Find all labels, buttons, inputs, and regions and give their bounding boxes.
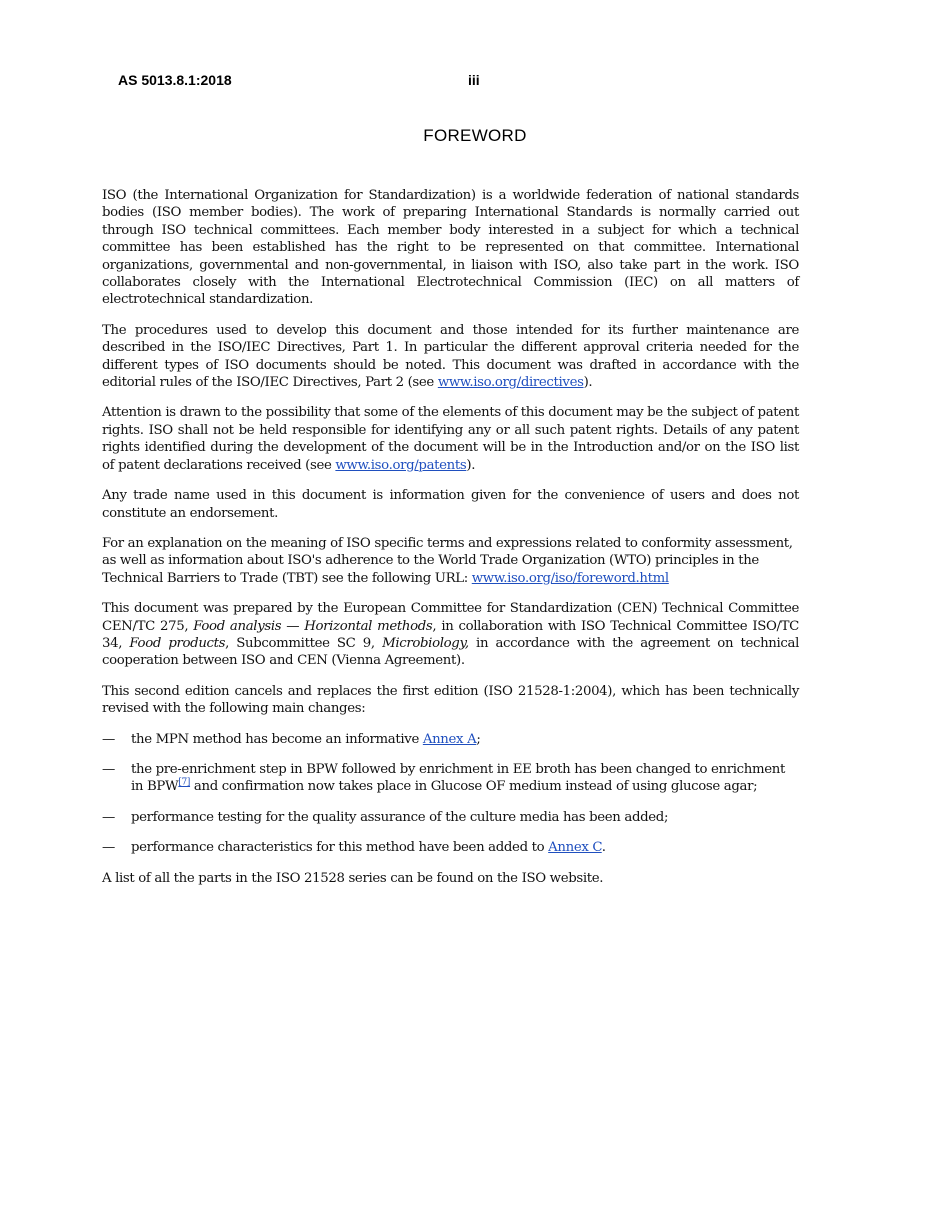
list-item-text: performance testing for the quality assurance of the culture media has been added; bbox=[131, 809, 669, 825]
directives-link[interactable]: www.iso.org/directives bbox=[437, 375, 584, 391]
list-item-end: and confirmation now takes place in Glucose OF medium instead of using glucose agar; bbox=[190, 779, 758, 795]
dash-bullet: — bbox=[102, 761, 115, 777]
list-item bbox=[102, 809, 799, 826]
list-item-end: ; bbox=[476, 731, 481, 747]
paragraph-5 bbox=[102, 535, 799, 587]
paragraph-3 bbox=[102, 404, 799, 474]
list-item-end: . bbox=[601, 840, 606, 856]
list-item bbox=[102, 731, 799, 748]
paragraph-5-text: For an explanation on the meaning of ISO specific terms and expressions related to conformity assessment, as well as information about ISO's adherence to the World Trade Organization (WTO) principles in the Technical Barriers to Trade (TBT) see the following URL: bbox=[102, 535, 793, 586]
annex-c-link[interactable]: Annex C bbox=[548, 840, 602, 856]
list-item-text: performance characteristics for this method have been added to bbox=[131, 840, 549, 856]
p6-italic-food-analysis: Food analysis — Horizontal methods bbox=[193, 618, 433, 634]
reference-7-link[interactable]: [7] bbox=[178, 777, 191, 788]
p6-part-c: , in collaboration with ISO Technical Committee ISO/TC 34, bbox=[102, 618, 799, 651]
dash-bullet: — bbox=[102, 731, 115, 747]
p6-part-a: This document was prepared by the European Committee for Standardization (CEN) Technical Committee CEN/TC 275, bbox=[102, 601, 799, 634]
paragraph-4: Any trade name used in this document is information given for the convenience of users and does not constitute an endorsement. bbox=[102, 488, 799, 521]
p6-part-e: , Subcommittee SC 9, bbox=[225, 635, 383, 651]
paragraph-2-end: ). bbox=[583, 375, 593, 391]
paragraph-3-text: Attention is drawn to the possibility that some of the elements of this document may be the subject of patent rights. ISO shall not be held responsible for identifying any or all such patent rights. Details of any patent rights identified during the development of the document will be in the Introduction and/or on the ISO list of patent declarations received (see bbox=[102, 405, 799, 473]
annex-a-link[interactable]: Annex A bbox=[422, 731, 477, 747]
standard-code: AS 5013.8.1:2018 bbox=[118, 72, 232, 88]
paragraph-7: This second edition cancels and replaces the first edition (ISO 21528-1:2004), which has been technically revised with the following main changes: bbox=[102, 683, 799, 717]
list-item bbox=[102, 761, 799, 796]
list-item-text: the MPN method has become an informative bbox=[131, 731, 423, 747]
page-title: FOREWORD bbox=[423, 126, 527, 145]
list-item-text: the pre-enrichment step in BPW followed by enrichment in EE broth has been changed to enrichment in BPW bbox=[131, 761, 785, 795]
paragraph-2-text: The procedures used to develop this document and those intended for its further maintenance are described in the ISO/IEC Directives, Part 1. In particular the different approval criteria needed for the different types of ISO documents should be noted. This document was drafted in accordance with the editorial rules of the ISO/IEC Directives, Part 2 (see bbox=[102, 322, 799, 391]
foreword-url-link[interactable]: www.iso.org/iso/foreword.html bbox=[471, 570, 669, 586]
paragraph-3-end: ). bbox=[466, 457, 476, 473]
list-item bbox=[102, 839, 799, 856]
p6-italic-food-products: Food products bbox=[129, 635, 226, 651]
foreword-body bbox=[102, 187, 799, 900]
patents-link[interactable]: www.iso.org/patents bbox=[335, 457, 467, 473]
p6-italic-microbiology: Microbiology, bbox=[382, 635, 469, 651]
dash-bullet: — bbox=[102, 840, 115, 856]
page-number: iii bbox=[468, 72, 480, 88]
p6-part-g: in accordance with the agreement on technical cooperation between ISO and CEN (Vienna Agreement). bbox=[102, 635, 799, 669]
paragraph-2 bbox=[102, 322, 799, 392]
paragraph-6 bbox=[102, 600, 799, 670]
paragraph-1: ISO (the International Organization for Standardization) is a worldwide federation of national standards bodies (ISO member bodies). The work of preparing International Standards is normally carried out through ISO technical committees. Each member body interested in a subject for which a technical committee has been established has the right to be represented on that committee. International organizations, governmental and non-governmental, in liaison with ISO, also take part in the work. ISO collaborates closely with the International Electrotechnical Commission (IEC) on all matters of electrotechnical standardization. bbox=[102, 188, 799, 308]
paragraph-8: A list of all the parts in the ISO 21528 series can be found on the ISO website. bbox=[102, 870, 604, 886]
dash-bullet: — bbox=[102, 809, 115, 825]
